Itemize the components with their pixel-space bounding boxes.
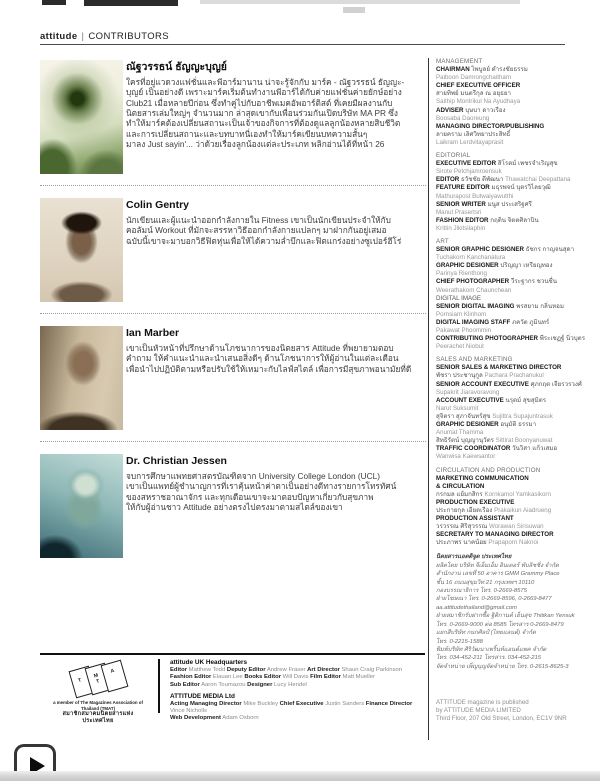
credit-role: Designer xyxy=(247,681,273,688)
masthead-name: Sirote Petchjamroensuk xyxy=(436,168,502,176)
masthead-line xyxy=(436,515,586,523)
credit-name: Lucy Hendel xyxy=(274,681,307,688)
contact-line: นิตยสารแอตติจูด ประเทศไทย xyxy=(436,554,512,561)
masthead-role: CHAIRMAN xyxy=(436,66,470,74)
masthead-line xyxy=(436,287,586,295)
bio-line: บุญย์ เป็นอย่างดี เพราะมาร์คเริ่มต้นทำงานพีอาร์ได้กับค่ายแฟชั่นค่ายยักษ์อย่าง xyxy=(126,87,402,98)
contributor-block xyxy=(40,60,426,174)
masthead-name: Weerathakom Chaunchean xyxy=(436,286,512,294)
masthead-name: สิทธิรัตน์ บุญญานุวัตร xyxy=(436,437,494,445)
bio-line: และการเปลี่ยนสถานะและบทบาทนี่เองทำให้มาร์คเขียนบทความสั้นๆ xyxy=(126,128,368,139)
masthead-role: SENIOR WRITER xyxy=(436,200,486,208)
masthead-role: EXECUTIVE EDITOR xyxy=(436,160,497,168)
masthead-role: MARKETING COMMUNICATION xyxy=(436,474,529,482)
bio-line: เขาเป็นหัวหน้าที่ปรึกษาด้านโภชนาการของนิตยสาร Attitude ที่พยายามตอบ xyxy=(126,343,394,354)
credit-role: Books Editor xyxy=(244,674,281,681)
masthead-name: Prakaikun Aiadrueng xyxy=(494,506,552,514)
masthead-name: สุจิตรา สุภาจันทร์สุข xyxy=(436,412,491,420)
contact-line: โทร. 034-452-211 โทรสาร. 034-452-215 xyxy=(436,655,542,662)
contact-block xyxy=(436,553,586,671)
masthead-name: ธัชกร กาญจนสุดา xyxy=(525,246,575,254)
masthead-line xyxy=(436,131,586,139)
masthead-name: ปริญญา เหรียญทอง xyxy=(500,262,553,270)
contributor-block xyxy=(40,326,426,430)
contributor-name: Ian Marber xyxy=(126,327,180,339)
masthead-line xyxy=(436,311,586,319)
credit-name: Shaun Craig Parkinson xyxy=(341,667,403,673)
masthead-line xyxy=(436,246,586,254)
bio-line: ทำให้มาร์คต้องเปลี่ยนสถานะเป็นเจ้าของกิจการที่ต้องดูแลลูกน้องหลายสิบชีวิต xyxy=(126,118,401,129)
masthead-section-title: MANAGEMENT xyxy=(436,58,483,65)
masthead-role: SECRETARY TO MANAGING DIRECTOR xyxy=(436,531,554,539)
masthead-line xyxy=(436,421,586,429)
credit-name: Aaron Toumazou xyxy=(201,681,246,688)
credit-name: Mike Buckley xyxy=(243,700,279,707)
credit-name: Adam Osborn xyxy=(222,715,259,722)
contributor-photo xyxy=(40,198,123,302)
page-edge-artifact xyxy=(343,7,365,13)
masthead-role: TRAFFIC COORDINATOR xyxy=(436,445,511,453)
contributor-photo xyxy=(40,326,123,430)
credit-role: Finance Director xyxy=(365,700,413,707)
masthead-line xyxy=(436,201,586,209)
bio-line: นิตยสารเล่มใหญ่ๆ จำนวนมาก ล่าสุดเขากับเพื่อนร่วมกันเปิดบริษัท MA PR ซึ่ง xyxy=(126,108,398,119)
masthead-name: Krittin Jikitsilaphin xyxy=(436,224,486,232)
credit-role: Deputy Editor xyxy=(226,667,266,673)
masthead-line xyxy=(436,115,586,123)
masthead-line xyxy=(436,160,586,168)
masthead-role: EDITOR xyxy=(436,176,460,184)
credit-role: Acting Managing Director xyxy=(170,700,242,707)
masthead-line xyxy=(436,193,586,201)
contact-line: พิมพ์บริษัท ศิริวัฒนาเพริ้นท์แอนด์แพค จำกัด xyxy=(436,646,547,653)
bio-line: ของสหราชอาณาจักร และทุกเดือนเขาจะมาตอบปัญหาเกี่ยวกับสุขภาพ xyxy=(126,491,374,502)
masthead-role: ACCOUNT EXECUTIVE xyxy=(436,396,504,404)
masthead-name: วีระฐากร ชวนชื่น xyxy=(510,278,557,286)
masthead-line xyxy=(436,184,586,192)
publisher-line: by ATTITUDE MEDIA LIMITED xyxy=(436,707,521,715)
publisher-line: ATTITUDE magazine is published xyxy=(436,699,529,707)
masthead-line xyxy=(436,364,586,372)
masthead-name: Peerachet Niobut xyxy=(436,343,484,351)
contributor-name: Dr. Christian Jessen xyxy=(126,455,227,467)
masthead-name: Manut Prasertsri xyxy=(436,208,482,216)
contributors-column xyxy=(40,60,426,558)
masthead-name: Saithip Montrikul Na Ayudhaya xyxy=(436,98,521,106)
masthead-line xyxy=(436,303,586,311)
contributor-text xyxy=(126,198,424,302)
masthead-line xyxy=(436,475,586,483)
credit-name: Andrew Fraser xyxy=(266,667,306,673)
credit-role: Sub Editor xyxy=(170,681,200,688)
masthead-line xyxy=(436,381,586,389)
masthead-name: ประภาพร นาคน้อย xyxy=(436,539,487,547)
bio-line: คอลัมน์ Workout ที่มักจะสรรหาวิธีออกกำลังกายแปลกๆ มาฝากกันอยู่เสมอ xyxy=(126,225,387,236)
credit-role: Fashion Editor xyxy=(170,674,212,681)
credit-name: Matt Mueller xyxy=(342,674,375,681)
masthead-name: ภควัต ภูมินทร์ xyxy=(511,318,550,326)
credit-name: Justin Sanders xyxy=(325,700,365,707)
bio-line: เพื่อนำไปปฏิบัติตามหรือปรับใช้ให้เหมาะกับไลฟ์สไตล์ เพื่อการมีสุขภาพอนามัยที่ดี xyxy=(126,363,412,374)
masthead-name: พัชรา ประชานุกูล xyxy=(436,372,483,380)
masthead-line xyxy=(436,429,586,437)
contributor-photo xyxy=(40,60,123,174)
masthead-name: ศุภกฤต เจียรวรวงศ์ xyxy=(530,380,582,388)
masthead-line xyxy=(436,278,586,286)
masthead-name: วรวรรณ ศิริสุวรรณ xyxy=(436,523,488,531)
masthead-name: มนูส ประเสริฐศรี xyxy=(487,200,532,208)
masthead-name: Pachara Prachanukul xyxy=(484,372,544,380)
tmat-caption-en: a member of The Magazines Association of Thailand (TMAT) xyxy=(53,700,143,711)
masthead-role: ADVISER xyxy=(436,106,464,114)
masthead-role: SENIOR ACCOUNT EXECUTIVE xyxy=(436,380,529,388)
bio-line: คำถาม ให้คำแนะนำและนำเสนอสิ่งดีๆ ด้านโภชนาการให้ผู้อ่านในแต่ละเดือน xyxy=(126,353,399,364)
page-edge-artifact xyxy=(200,0,520,4)
masthead-line xyxy=(436,319,586,327)
masthead-name: Narut Suksumit xyxy=(436,404,479,412)
masthead-line xyxy=(436,483,586,491)
credit-name: Matthew Todd xyxy=(188,667,226,673)
masthead-name: Worawan Sirisuwan xyxy=(489,523,544,531)
contributor-text xyxy=(126,326,424,430)
uk-credits-block xyxy=(170,659,428,723)
masthead-role: SENIOR SALES & MARKETING DIRECTOR xyxy=(436,364,562,372)
credit-line xyxy=(170,682,428,689)
masthead-section xyxy=(436,58,586,147)
masthead-role: DIGITAL IMAGING STAFF xyxy=(436,318,511,326)
masthead-line xyxy=(436,123,586,131)
masthead-name: พีระเชฏฐ์ นิ่วบุตร xyxy=(539,335,586,343)
masthead-line xyxy=(436,217,586,225)
masthead-role: & CIRCULATION xyxy=(436,482,485,490)
page-bottom-edge xyxy=(0,771,600,781)
masthead-name: Sujittra Supajuntrasuk xyxy=(492,412,553,420)
masthead-name: อนุมัติ ธรรมา xyxy=(500,421,537,429)
contact-line: กองบรรณาธิการ โทร. 0-2669-8575 xyxy=(436,588,527,595)
masthead-role: SENIOR GRAPHIC DESIGNER xyxy=(436,246,525,254)
masthead-name: สายทิพย์ มนตรีกุล ณ อยุธยา xyxy=(436,90,511,98)
contact-line: aa.attitudethailand@gmail.com xyxy=(436,604,517,611)
masthead-name: Prapaporn Naknoi xyxy=(488,539,539,547)
page-edge-artifact xyxy=(84,0,178,6)
media-credits-title: ATTITUDE MEDIA Ltd xyxy=(170,692,235,700)
credit-role: Art Director xyxy=(307,667,340,673)
credit-line xyxy=(170,667,428,674)
masthead-line xyxy=(436,445,586,453)
footer-rule xyxy=(40,653,425,655)
masthead-line xyxy=(436,343,586,351)
masthead-column xyxy=(428,58,586,740)
contact-line: โทร. 0-2669-9000 ต่อ 8585 โทรสาร 0-2669-8479 xyxy=(436,621,564,628)
masthead-name: นรุตม์ สุขสุมิตร xyxy=(505,396,547,404)
masthead-section xyxy=(436,356,586,461)
contact-line: โทร. 0-2215-1588 xyxy=(436,638,483,645)
credit-line xyxy=(170,701,428,716)
masthead-name: สิโรตม์ เพชรจำเริญสุข xyxy=(497,160,558,168)
bio-line: Club21 เมื่อหลายปีก่อน ซึ่งทำคู่ไปกับอาชีพเมคอัพอาร์ติสต์ ที่เคยมีผลงานกับ xyxy=(126,97,393,108)
masthead-name: ไพบูลย์ ดำรงชัยธรรม xyxy=(471,66,528,74)
credit-name: Will Davis xyxy=(282,674,309,681)
masthead-name: ธวัชชัย ดีพัฒนา xyxy=(461,176,504,184)
masthead-line xyxy=(436,335,586,343)
masthead-name: พรสยาม กลิ่นหอม xyxy=(516,302,564,310)
credit-line xyxy=(170,715,428,722)
uk-credits-title: attitude UK Headquarters xyxy=(170,659,248,666)
footer-divider xyxy=(158,659,160,713)
masthead-role: CHIEF EXECUTIVE OFFICER xyxy=(436,82,521,90)
contributor-text xyxy=(126,454,424,558)
masthead-line xyxy=(436,66,586,74)
masthead-name: วันวิสา แก้วเสมอ xyxy=(512,445,558,453)
masthead-name: Laikram Lerdvitayaprasit xyxy=(436,138,504,146)
tmat-logo xyxy=(48,662,148,725)
tmat-pages-icon xyxy=(62,662,134,698)
masthead-name: บุษบา ดาวเรือง xyxy=(465,106,506,114)
contact-line: สำนักงาน เลขที่ 50 อาคาร GMM Grammy Place xyxy=(436,571,560,578)
masthead-line xyxy=(436,499,586,507)
masthead-name: Wanwisa Kaewsantor xyxy=(436,453,496,461)
contributor-bio xyxy=(126,471,424,512)
masthead-line xyxy=(436,74,586,82)
masthead-line xyxy=(436,327,586,335)
masthead-section-title: EDITORIAL xyxy=(436,152,471,160)
masthead-line xyxy=(436,262,586,270)
masthead-line xyxy=(436,539,586,547)
contributor-block xyxy=(40,454,426,558)
masthead-section-title: SALES AND MARKETING xyxy=(436,356,513,364)
masthead-role: GRAPHIC DESIGNER xyxy=(436,421,499,429)
credit-name: Elauan Lee xyxy=(212,674,243,681)
masthead-role: PRODUCTION ASSISTANT xyxy=(436,515,514,523)
masthead-role: SENIOR DIGITAL IMAGING xyxy=(436,302,515,310)
contributor-name: ณัฐวรรธน์ ธัญญะบุญย์ xyxy=(126,61,227,73)
masthead-line xyxy=(436,491,586,499)
credit-line xyxy=(170,674,428,681)
magazine-logo-text: attitude xyxy=(40,31,78,42)
contact-line: ผลิตโดย บริษัท จีเอ็มเอ็ม อินเตอร์ พับลิชชิ่ง จำกัด xyxy=(436,562,559,569)
masthead-section-title: CIRCULATION AND PRODUCTION xyxy=(436,466,541,474)
bio-line: ให้กับผู้อ่านชาว Attitude อย่างตรงไปตรงมาตามสไตล์ของเขา xyxy=(126,502,343,513)
contributor-text xyxy=(126,60,424,174)
masthead-line xyxy=(436,90,586,98)
masthead-line xyxy=(436,139,586,147)
contact-line: ฝ่ายสมาชิกรับฝากซื้อ ฐิติกานต์ เย็นสุข Thitikan Yensuk xyxy=(436,613,575,620)
masthead-role: PRODUCTION EXECUTIVE xyxy=(436,498,515,506)
contact-line: ชั้น 16 ถนนสุขุมวิท 21 กรุงเทพฯ 10110 xyxy=(436,579,535,586)
masthead-section xyxy=(436,152,586,233)
masthead-line xyxy=(436,405,586,413)
publisher-block xyxy=(436,699,586,723)
masthead-role: CHIEF PHOTOGRAPHER xyxy=(436,278,510,286)
masthead-line xyxy=(436,98,586,106)
masthead-name: กฤติน จิตตศิลาปิน xyxy=(490,216,539,224)
masthead-name: Pornsiam Klinhom xyxy=(436,310,487,318)
masthead-role: FEATURE EDITOR xyxy=(436,184,490,192)
bio-line: มาลง Just sayin'... ว่าด้วยเรื่องลูกน้องแต่ละประเภท พลิกอ่านได้ที่หน้า 26 xyxy=(126,138,385,149)
masthead-role: MANAGING DIRECTOR/PUBLISHING xyxy=(436,122,545,130)
contributor-bio xyxy=(126,215,424,246)
masthead-section-title: ART xyxy=(436,237,449,245)
masthead-line xyxy=(436,225,586,233)
bio-line: นักเขียนและผู้แนะนำออกกำลังกายใน Fitness เขาเป็นนักเขียนประจำให้กับ xyxy=(126,215,391,226)
masthead-name: Anumat Thamma xyxy=(436,429,484,437)
contributor-bio xyxy=(126,77,424,149)
masthead-section xyxy=(436,467,586,548)
contributor-block xyxy=(40,198,426,302)
masthead-name: Sittirat Boonyanuwat xyxy=(495,437,553,445)
tmat-letters: T M A T xyxy=(77,666,121,686)
header-rule xyxy=(40,44,565,45)
masthead-line xyxy=(436,413,586,421)
masthead-name: Tuchakorn Kanchanatura xyxy=(436,254,506,262)
masthead-name: Parinya Rienthong xyxy=(436,270,487,278)
page-header xyxy=(40,31,169,42)
masthead-line xyxy=(436,389,586,397)
bio-line: ฉบับนี้เขาจะมาบอกวิธีฟิตหุ่นเพื่อให้ได้ความล่ำบึกและฟิตแกร่งอย่างซูเปอร์ฮีโร่ xyxy=(126,235,402,246)
page-title: CONTRIBUTORS xyxy=(88,31,170,42)
masthead-name: Kornkamol Yamkasikorn xyxy=(484,490,551,498)
masthead-name: Paiboon Damrongchaitham xyxy=(436,74,511,82)
masthead-line xyxy=(436,295,586,303)
tmat-caption-th: สมาชิกสมาคมนิตยสารแห่งประเทศไทย xyxy=(62,711,134,725)
contact-line: จัดจำหน่าย เพ็ญบุญจัดจำหน่าย โทร. 0-2615-8625-3 xyxy=(436,663,569,670)
masthead-name: ลายคราม เลิศวิทยาประสิทธิ์ xyxy=(436,130,511,138)
masthead-name: มธุรพจน์ บุตรวิไลยวุฒิ xyxy=(491,184,551,192)
credit-role: Editor xyxy=(170,667,188,673)
bio-line: เขาเป็นแพทย์ผู้ชำนาญการที่เราคุ้นหน้าค่าตาเป็นอย่างดีทางรายการโทรทัศน์ xyxy=(126,481,397,492)
masthead-name: DIGITAL IMAGE xyxy=(436,294,482,302)
bio-line: จบการศึกษาแพทยศาสตรบัณฑิตจาก University College London (UCL) xyxy=(126,471,381,482)
header-separator: | xyxy=(81,31,85,42)
masthead-name: Boosaba Daoreung xyxy=(436,114,490,122)
dotted-separator xyxy=(40,185,426,186)
masthead-name: Thawatchai Deepattana xyxy=(505,176,571,184)
dotted-separator xyxy=(40,313,426,314)
contributor-bio xyxy=(126,343,424,374)
page-edge-artifact xyxy=(42,0,66,5)
masthead-line xyxy=(436,507,586,515)
masthead-name: Mathurapost Butwaiyawutthi xyxy=(436,192,514,200)
bio-line: ใครที่อยู่แวดวงแฟชั่นและพีอาร์มานาน น่าจะรู้จักกับ มาร์ค - ณัฐวรรธน์ ธัญญะ- xyxy=(126,77,405,88)
masthead-role: GRAPHIC DESIGNER xyxy=(436,262,499,270)
publisher-line: Third Floor, 207 Old Street, London, EC1V 9NR xyxy=(436,715,567,723)
masthead-line xyxy=(436,523,586,531)
contact-line: ฝ่ายโฆษณา โทร. 0-2669-8596, 0-2669-8477 xyxy=(436,596,552,603)
masthead-line xyxy=(436,372,586,380)
masthead-name: ประกายกุล เอียดเรือง xyxy=(436,506,493,514)
masthead-section xyxy=(436,238,586,351)
contributor-name: Colin Gentry xyxy=(126,199,190,211)
masthead-line xyxy=(436,107,586,115)
masthead-line xyxy=(436,209,586,217)
credit-role: Web Development xyxy=(170,715,221,722)
credit-role: Chief Executive xyxy=(279,700,324,707)
credit-role: Film Editor xyxy=(310,674,341,681)
dotted-separator xyxy=(40,441,426,442)
contributor-photo xyxy=(40,454,123,558)
masthead-name: Pakawat Phoommin xyxy=(436,327,492,334)
masthead-line xyxy=(436,453,586,461)
masthead-role: FASHION EDITOR xyxy=(436,216,489,224)
masthead-name: Supakrit Jiaravoravong xyxy=(436,388,500,396)
masthead-line xyxy=(436,397,586,405)
credit-name: Vince Nicholls xyxy=(170,708,207,715)
contact-line: แยกสีบริษัท กนกศิลป์ (ไทยแลนด์) จำกัด xyxy=(436,630,536,637)
masthead-name: กรกมล แย้มกสิกร xyxy=(436,490,483,498)
masthead-role: CONTRIBUTING PHOTOGRAPHER xyxy=(436,335,538,343)
